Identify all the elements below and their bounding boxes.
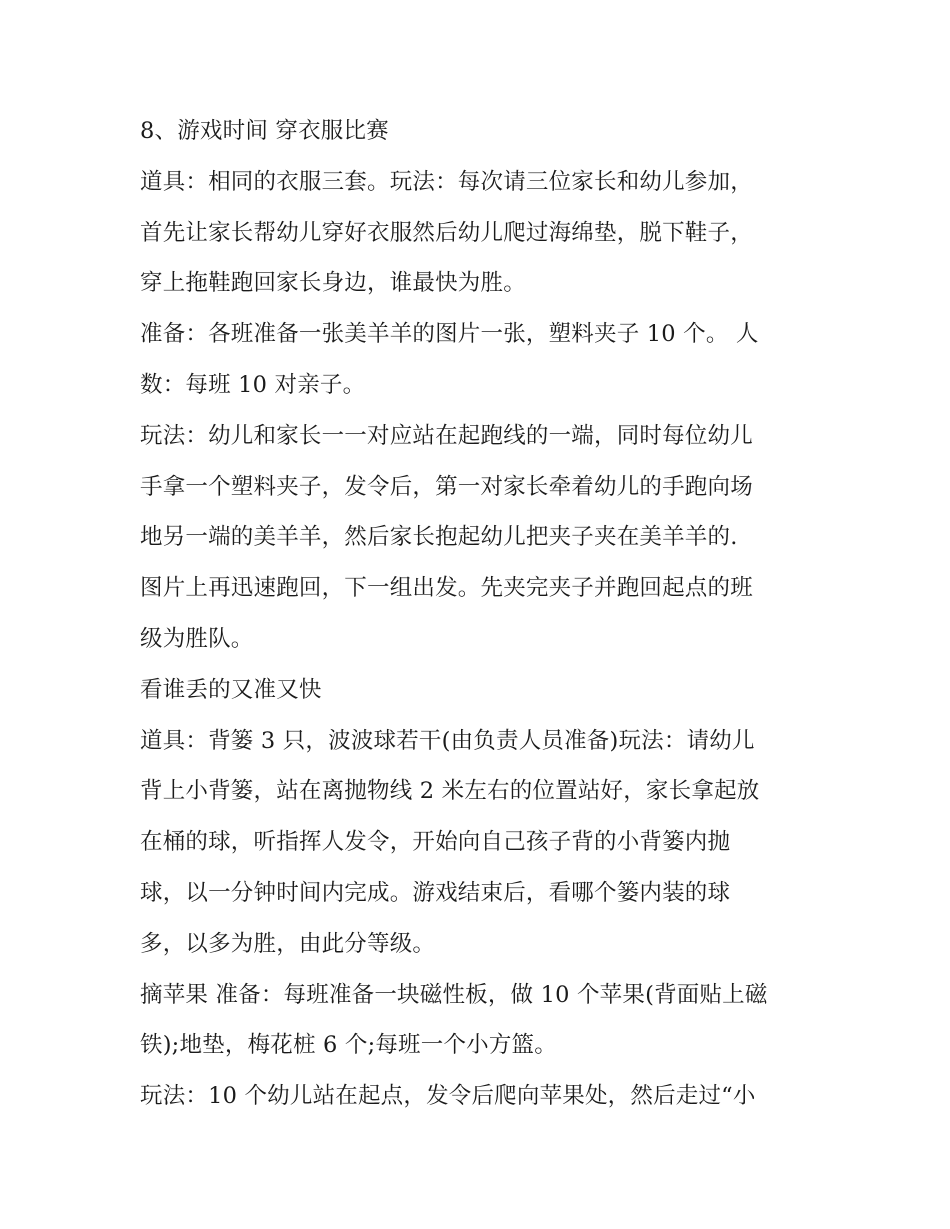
- heading-throwing-game: 看谁丢的又准又快: [140, 676, 322, 703]
- paragraph-line: 级为胜队。: [140, 625, 254, 652]
- paragraph-line: 手拿一个塑料夹子，发令后，第一对家长牵着幼儿的手跑向场: [140, 473, 753, 500]
- paragraph-line: 图片上再迅速跑回，下一组出发。先夹完夹子并跑回起点的班: [140, 575, 753, 602]
- document-body: [140, 106, 820, 1122]
- paragraph-line: 穿上拖鞋跑回家长身边，谁最快为胜。: [140, 270, 526, 297]
- heading-dressing-game: 8、游戏时间 穿衣服比赛: [140, 118, 389, 144]
- paragraph-line: 摘苹果 准备：每班准备一块磁性板，做 10 个苹果(背面贴上磁: [140, 981, 768, 1008]
- paragraph-line: 在桶的球，听指挥人发令，开始向自己孩子背的小背篓内抛: [140, 829, 731, 856]
- paragraph-line: 多，以多为胜，由此分等级。: [140, 930, 436, 957]
- paragraph-line: 地另一端的美羊羊，然后家长抱起幼儿把夹子夹在美羊羊的.: [140, 524, 738, 551]
- paragraph-line: 道具：背篓 3 只，波波球若干(由负责人员准备)玩法：请幼儿: [140, 727, 755, 754]
- paragraph-line: 铁);地垫，梅花桩 6 个;每班一个小方篮。: [140, 1032, 557, 1059]
- paragraph-line: 道具：相同的衣服三套。玩法：每次请三位家长和幼儿参加，: [140, 168, 753, 195]
- paragraph-line: 数：每班 10 对亲子。: [140, 371, 366, 398]
- paragraph-line: 背上小背篓，站在离抛物线 2 米左右的位置站好，家长拿起放: [140, 778, 760, 805]
- paragraph-line: 玩法：幼儿和家长一一对应站在起跑线的一端，同时每位幼儿: [140, 422, 753, 449]
- paragraph-line: 球，以一分钟时间内完成。游戏结束后，看哪个篓内装的球: [140, 879, 731, 906]
- paragraph-line: 首先让家长帮幼儿穿好衣服然后幼儿爬过海绵垫，脱下鞋子，: [140, 219, 753, 246]
- paragraph-line: 准备：各班准备一张美羊羊的图片一张，塑料夹子 10 个。 人: [140, 321, 759, 348]
- paragraph-line: 玩法：10 个幼儿站在起点，发令后爬向苹果处，然后走过“小: [140, 1083, 756, 1110]
